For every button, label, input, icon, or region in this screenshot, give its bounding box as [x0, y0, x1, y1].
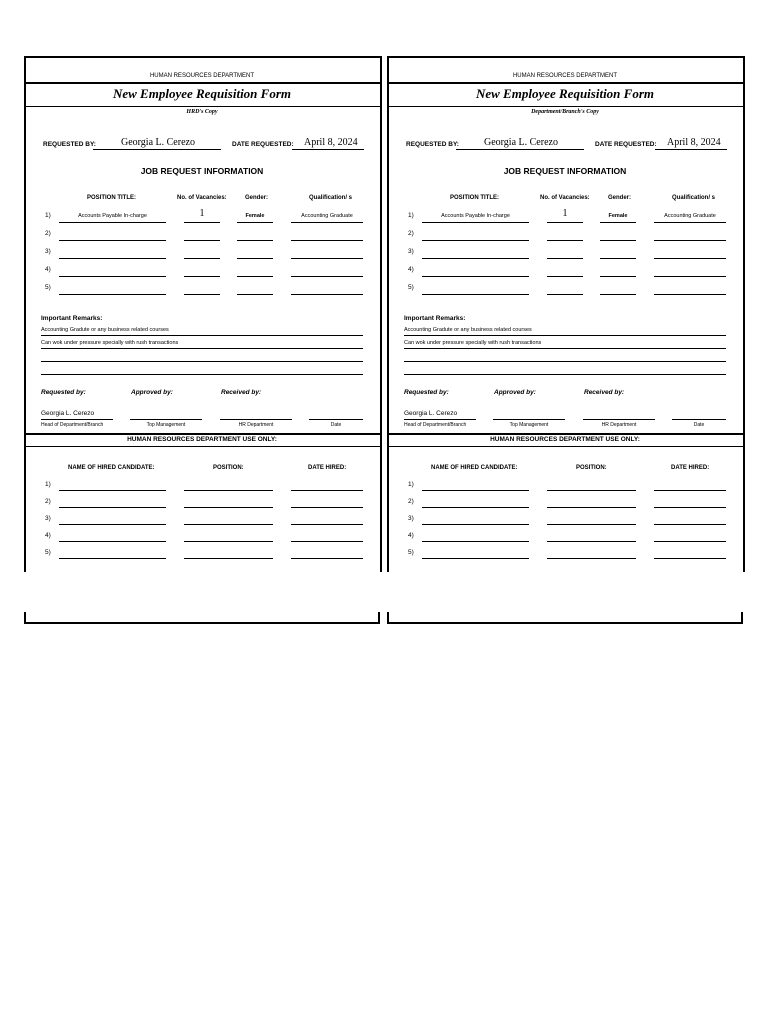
role-date: Date: [330, 422, 342, 428]
gender-field[interactable]: Female: [245, 213, 265, 219]
hired-position-field[interactable]: [184, 524, 273, 525]
date-hired-field[interactable]: [291, 524, 363, 525]
gender-field[interactable]: [237, 276, 273, 277]
role-top: Top Management: [146, 422, 186, 428]
vacancies-field[interactable]: [547, 240, 583, 241]
qualification-field[interactable]: [654, 294, 726, 295]
remarks-line-4[interactable]: [404, 374, 726, 375]
requested-by-field[interactable]: Georgia L. Cerezo: [121, 137, 195, 148]
hr-use-only-title: HUMAN RESOURCES DEPARTMENT USE ONLY:: [127, 436, 277, 443]
date-hired-field[interactable]: [654, 507, 726, 508]
gender-field[interactable]: [237, 240, 273, 241]
remarks-line-3[interactable]: [404, 361, 726, 362]
copy-label: HRD's Copy: [186, 109, 218, 115]
vacancies-field[interactable]: [184, 276, 220, 277]
divider: [387, 106, 743, 107]
date-hired-field[interactable]: [291, 541, 363, 542]
hired-position-field[interactable]: [184, 558, 273, 559]
vacancies-header: No. of Vacancies:: [177, 195, 227, 201]
qualification-header: Qualification/ s: [672, 195, 716, 201]
requisition-form-hrd-copy: [24, 56, 380, 626]
job-request-title: JOB REQUEST INFORMATION: [140, 166, 264, 176]
requested-by-label: REQUESTED BY:: [43, 141, 96, 148]
row-number: 1): [408, 481, 414, 488]
requester-signature-name[interactable]: Georgia L. Cerezo: [41, 410, 95, 417]
row-number: 5): [45, 549, 51, 556]
form-frame: [387, 56, 745, 572]
department-header: HUMAN RESOURCES DEPARTMENT: [512, 73, 618, 79]
gender-header: Gender:: [608, 195, 632, 201]
qualification-header: Qualification/ s: [309, 195, 353, 201]
hr-department-signature[interactable]: [220, 419, 292, 420]
qualification-field[interactable]: Accounting Graduate: [664, 213, 716, 219]
hired-name-field[interactable]: [422, 490, 529, 491]
row-number: 4): [45, 266, 51, 273]
divider: [24, 106, 380, 107]
row-number: 3): [408, 515, 414, 522]
hr-department-signature[interactable]: [583, 419, 655, 420]
divider: [387, 82, 743, 84]
date-hired-field[interactable]: [291, 558, 363, 559]
hr-use-only-title: HUMAN RESOURCES DEPARTMENT USE ONLY:: [490, 436, 640, 443]
vacancies-field[interactable]: [184, 240, 220, 241]
vacancies-field[interactable]: [184, 258, 220, 259]
date-hired-field[interactable]: [291, 507, 363, 508]
role-hr: HR Department: [238, 422, 274, 428]
role-hr: HR Department: [601, 422, 637, 428]
position-field[interactable]: [59, 240, 166, 241]
remarks-line-2[interactable]: Can wok under pressure specially with rush transactions: [404, 340, 542, 346]
position-field[interactable]: [422, 276, 529, 277]
row-number: 2): [45, 230, 51, 237]
gender-field[interactable]: [600, 240, 636, 241]
position-title-header: POSITION TITLE:: [450, 195, 499, 201]
date-hired-field[interactable]: [654, 558, 726, 559]
row-number: 3): [45, 515, 51, 522]
vacancies-field[interactable]: [547, 294, 583, 295]
row-number: 3): [45, 248, 51, 255]
date-requested-label: DATE REQUESTED:: [595, 141, 657, 148]
department-header: HUMAN RESOURCES DEPARTMENT: [149, 73, 255, 79]
qualification-field[interactable]: [654, 276, 726, 277]
role-head: Head of Department/Branch: [41, 422, 104, 428]
requested-by-signature-label: Requested by:: [41, 389, 86, 396]
vacancies-header: No. of Vacancies:: [540, 195, 590, 201]
row-number: 2): [45, 498, 51, 505]
hired-name-field[interactable]: [422, 524, 529, 525]
date-hired-header: DATE HIRED:: [671, 465, 710, 471]
signature-date-field[interactable]: [672, 419, 726, 420]
qualification-field[interactable]: [654, 240, 726, 241]
hired-position-field[interactable]: [547, 507, 636, 508]
hired-name-field[interactable]: [422, 507, 529, 508]
role-top: Top Management: [509, 422, 549, 428]
date-requested-label: DATE REQUESTED:: [232, 141, 294, 148]
date-hired-field[interactable]: [291, 490, 363, 491]
row-number: 5): [45, 284, 51, 291]
remarks-line-1[interactable]: Accounting Gradute or any business related courses: [404, 327, 532, 333]
qualification-field[interactable]: [291, 258, 363, 259]
gender-field[interactable]: [237, 258, 273, 259]
remarks-line-4[interactable]: [41, 374, 363, 375]
received-by-signature-label: Received by:: [584, 389, 625, 396]
hired-position-header: POSITION:: [576, 465, 607, 471]
position-title-header: POSITION TITLE:: [87, 195, 136, 201]
hired-position-field[interactable]: [547, 541, 636, 542]
remarks-label: Important Remarks:: [41, 315, 103, 322]
hired-name-field[interactable]: [59, 541, 166, 542]
gender-header: Gender:: [245, 195, 269, 201]
gender-field[interactable]: Female: [608, 213, 628, 219]
requisition-form-department-copy: [387, 56, 743, 626]
requested-by-label: REQUESTED BY:: [406, 141, 459, 148]
date-hired-field[interactable]: [654, 541, 726, 542]
form-title: New Employee Requisition Form: [112, 86, 292, 101]
hired-position-field[interactable]: [184, 490, 273, 491]
position-field[interactable]: [422, 258, 529, 259]
vacancies-field[interactable]: 1: [562, 208, 568, 219]
row-number: 4): [45, 532, 51, 539]
approved-by-signature-label: Approved by:: [494, 389, 536, 396]
remarks-line-1[interactable]: Accounting Gradute or any business related courses: [41, 327, 169, 333]
hired-position-field[interactable]: [547, 558, 636, 559]
hired-position-field[interactable]: [184, 541, 273, 542]
hired-position-field[interactable]: [547, 524, 636, 525]
row-number: 4): [408, 266, 414, 273]
vacancies-field[interactable]: [184, 294, 220, 295]
qualification-field[interactable]: [291, 240, 363, 241]
remarks-line-3[interactable]: [41, 361, 363, 362]
top-management-signature[interactable]: [493, 419, 565, 420]
qualification-field[interactable]: [291, 294, 363, 295]
qualification-field[interactable]: Accounting Graduate: [301, 213, 353, 219]
top-management-signature[interactable]: [130, 419, 202, 420]
qualification-field[interactable]: [291, 276, 363, 277]
row-number: 5): [408, 284, 414, 291]
date-requested-field[interactable]: April 8, 2024: [304, 137, 358, 148]
row-number: 1): [408, 212, 414, 219]
gender-field[interactable]: [600, 276, 636, 277]
position-field[interactable]: [59, 276, 166, 277]
row-number: 3): [408, 248, 414, 255]
copy-label: Department/Branch's Copy: [531, 109, 599, 115]
received-by-signature-label: Received by:: [221, 389, 262, 396]
row-number: 2): [408, 230, 414, 237]
position-field[interactable]: Accounts Payable In-charge: [441, 213, 510, 219]
date-hired-field[interactable]: [654, 524, 726, 525]
vacancies-field[interactable]: 1: [199, 208, 205, 219]
approved-by-signature-label: Approved by:: [131, 389, 173, 396]
form-frame: [24, 56, 382, 572]
position-field[interactable]: [59, 258, 166, 259]
form-title: New Employee Requisition Form: [475, 86, 655, 101]
gender-field[interactable]: [600, 294, 636, 295]
hired-name-field[interactable]: [59, 490, 166, 491]
hired-name-field[interactable]: [422, 541, 529, 542]
requested-by-signature-label: Requested by:: [404, 389, 449, 396]
hired-position-field[interactable]: [547, 490, 636, 491]
gender-field[interactable]: [600, 258, 636, 259]
date-hired-field[interactable]: [654, 490, 726, 491]
requester-signature-name[interactable]: Georgia L. Cerezo: [404, 410, 458, 417]
form-footer-bracket: [387, 612, 743, 624]
row-number: 1): [45, 212, 51, 219]
date-hired-header: DATE HIRED:: [308, 465, 347, 471]
remarks-label: Important Remarks:: [404, 315, 466, 322]
divider: [24, 82, 380, 84]
date-requested-field[interactable]: April 8, 2024: [667, 137, 721, 148]
hired-name-field[interactable]: [422, 558, 529, 559]
role-head: Head of Department/Branch: [404, 422, 467, 428]
hired-name-field[interactable]: [59, 507, 166, 508]
position-field[interactable]: [59, 294, 166, 295]
row-number: 1): [45, 481, 51, 488]
signature-date-field[interactable]: [309, 419, 363, 420]
position-field[interactable]: Accounts Payable In-charge: [78, 213, 147, 219]
role-date: Date: [693, 422, 705, 428]
row-number: 4): [408, 532, 414, 539]
job-request-title: JOB REQUEST INFORMATION: [503, 166, 627, 176]
row-number: 5): [408, 549, 414, 556]
hired-name-field[interactable]: [59, 558, 166, 559]
qualification-field[interactable]: [654, 258, 726, 259]
position-field[interactable]: [422, 294, 529, 295]
vacancies-field[interactable]: [547, 276, 583, 277]
gender-field[interactable]: [237, 294, 273, 295]
position-field[interactable]: [422, 240, 529, 241]
hired-name-field[interactable]: [59, 524, 166, 525]
requested-by-field[interactable]: Georgia L. Cerezo: [484, 137, 558, 148]
hired-position-header: POSITION:: [213, 465, 244, 471]
row-number: 2): [408, 498, 414, 505]
remarks-line-2[interactable]: Can wok under pressure specially with rush transactions: [41, 340, 179, 346]
vacancies-field[interactable]: [547, 258, 583, 259]
form-footer-bracket: [24, 612, 380, 624]
hired-position-field[interactable]: [184, 507, 273, 508]
hired-name-header: NAME OF HIRED CANDIDATE:: [68, 465, 155, 471]
hired-name-header: NAME OF HIRED CANDIDATE:: [431, 465, 518, 471]
